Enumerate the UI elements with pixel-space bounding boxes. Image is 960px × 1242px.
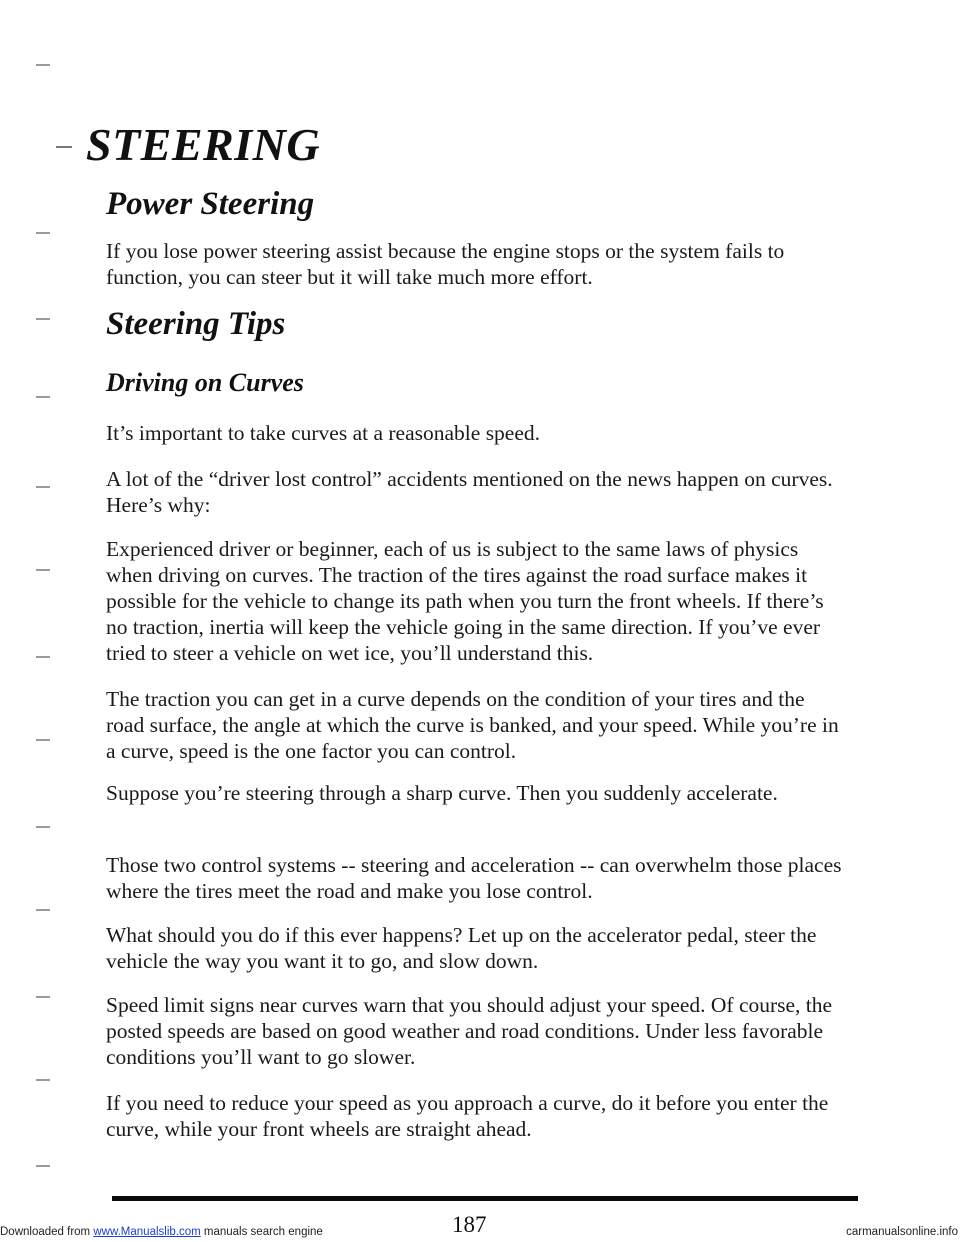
margin-tick [36, 318, 50, 320]
paragraph: Suppose you’re steering through a sharp curve. Then you suddenly accelerate. [106, 781, 778, 805]
paragraph: Experienced driver or beginner, each of us is subject to the same laws of physics when driving on curves. The traction of the tires against the road surface makes it possible for the vehicle to change its path when you turn the front wheels. If there’s no traction, inertia will keep the vehicle going in the same direction. If you’ve ever tried to steer a vehicle on wet ice, you’ll understand this. [106, 537, 824, 665]
heading-steering-tips: Steering Tips [106, 306, 286, 342]
download-credit [0, 1226, 323, 1238]
margin-tick [36, 232, 50, 234]
margin-tick [36, 739, 50, 741]
margin-tick [36, 64, 50, 66]
margin-tick [36, 656, 50, 658]
manualslib-link[interactable]: www.Manualslib.com [93, 1226, 201, 1238]
heading-power-steering: Power Steering [106, 186, 315, 222]
paragraph: Speed limit signs near curves warn that you should adjust your speed. Of course, the posted speeds are based on good weather and road conditions. Under less favorable conditions you’ll want to go slower. [106, 993, 833, 1069]
paragraph: If you need to reduce your speed as you approach a curve, do it before you enter the curve, while your front wheels are straight ahead. [106, 1091, 829, 1141]
margin-tick [36, 1079, 50, 1081]
margin-tick [36, 826, 50, 828]
paragraph: A lot of the “driver lost control” accidents mentioned on the news happen on curves. Here’s why: [106, 467, 833, 517]
paragraph-power-steering: If you lose power steering assist because the engine stops or the system fails to function, you can steer but it will take much more effort. [106, 239, 785, 289]
download-prefix: Downloaded from [0, 1226, 94, 1238]
footer-rule [112, 1196, 858, 1201]
paragraph: Those two control systems -- steering and acceleration -- can overwhelm those places where the tires meet the road and make you lose control. [106, 853, 842, 903]
page-number: 187 [452, 1212, 487, 1237]
margin-tick [36, 1165, 50, 1167]
margin-tick [36, 569, 50, 571]
download-suffix: manuals search engine [200, 1226, 323, 1238]
margin-tick [36, 996, 50, 998]
margin-tick [36, 396, 50, 398]
paragraph: It’s important to take curves at a reasonable speed. [106, 421, 541, 445]
paragraph: The traction you can get in a curve depends on the condition of your tires and the road surface, the angle at which the curve is banked, and your speed. While you’re in a curve, speed is the one factor you can control. [106, 687, 839, 763]
title-dash [56, 146, 72, 148]
margin-tick [36, 909, 50, 911]
subheading-driving-on-curves: Driving on Curves [106, 368, 304, 397]
section-title: STEERING [86, 119, 321, 170]
watermark-site: carmanualsonline.info [846, 1226, 958, 1238]
paragraph: What should you do if this ever happens? Let up on the accelerator pedal, steer the vehicle the way you want it to go, and slow down. [106, 923, 817, 973]
margin-tick [36, 486, 50, 488]
